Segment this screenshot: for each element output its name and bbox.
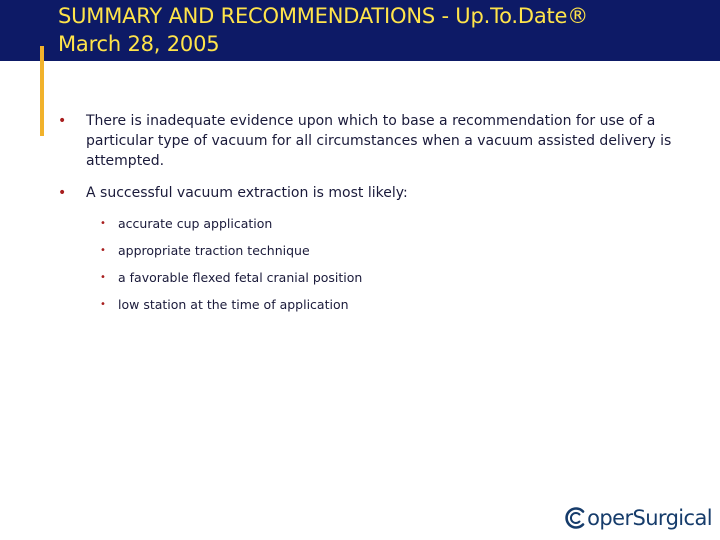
bullet-item xyxy=(58,111,678,171)
bullet-item xyxy=(58,183,678,203)
bullet-icon: • xyxy=(58,185,67,201)
sub-bullet-item xyxy=(58,242,678,259)
sub-bullet-text: a favorable flexed fetal cranial position xyxy=(118,270,363,285)
bullet-icon: • xyxy=(58,113,67,129)
title-line-1: SUMMARY AND RECOMMENDATIONS - Up.To.Date® xyxy=(58,4,589,28)
sub-bullet-list xyxy=(58,215,678,313)
sub-bullet-item xyxy=(58,296,678,313)
slide-title xyxy=(58,2,588,58)
bullet-icon: • xyxy=(100,245,106,256)
accent-bar xyxy=(40,46,44,136)
sub-bullet-text: low station at the time of application xyxy=(118,297,349,312)
bullet-icon: • xyxy=(100,299,106,310)
logo-wordmark: operSurgical xyxy=(587,506,712,530)
bullet-icon: • xyxy=(100,218,106,229)
slide-body xyxy=(58,111,678,323)
bullet-icon: • xyxy=(100,272,106,283)
bullet-text: A successful vacuum extraction is most likely: xyxy=(86,185,408,201)
coopersurgical-logo xyxy=(563,505,712,531)
logo-c-mark-icon xyxy=(563,505,587,531)
sub-bullet-item xyxy=(58,269,678,286)
sub-bullet-text: accurate cup application xyxy=(118,216,273,231)
title-line-2: March 28, 2005 xyxy=(58,32,220,56)
sub-bullet-item xyxy=(58,215,678,232)
sub-bullet-text: appropriate traction technique xyxy=(118,243,310,258)
bullet-text: There is inadequate evidence upon which to base a recommendation for use of a particular type of vacuum for all circumstances when a vacuum assisted delivery is attempted. xyxy=(86,113,672,169)
